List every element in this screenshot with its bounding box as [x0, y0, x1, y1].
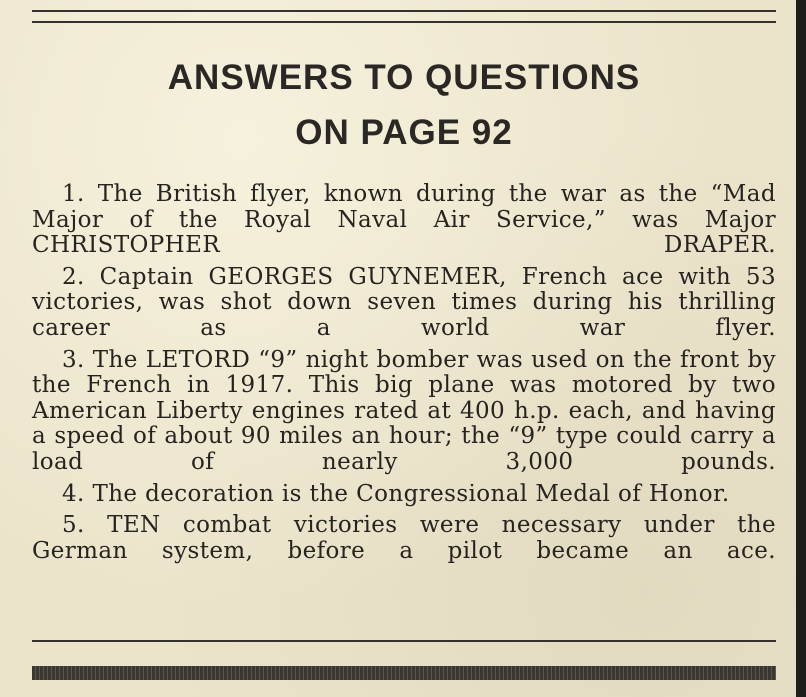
answer-4 [32, 482, 776, 508]
answer-text: Captain GEORGES GUYNEMER, French ace with 53 victories, was shot down seven times during his thrilling career as a world war flyer. [32, 263, 776, 341]
answer-number: 3. [62, 346, 85, 373]
answer-text: The LETORD “9” night bomber was used on the front by the French in 1917. This big plane was motored by two American Liberty engines rated at 400 h.p. each, and having a speed of about 90 miles an hour; the “9” type could carry a load of nearly 3,000 pounds. [32, 346, 776, 475]
answer-number: 2. [62, 263, 85, 290]
answers-list [32, 182, 776, 570]
answer-text: The decoration is the Congressional Medal of Honor. [92, 480, 730, 507]
answer-text: The British flyer, known during the war as the “Mad Major of the Royal Naval Air Service,” was Major CHRISTOPHER DRAPER. [32, 181, 776, 259]
scan-edge [796, 0, 806, 697]
top-rule-upper [32, 10, 776, 12]
answer-text: TEN combat victories were necessary under the German system, before a pilot became an ace. [32, 512, 776, 564]
answer-5 [32, 513, 776, 564]
answer-number: 4. [62, 480, 85, 507]
answer-2 [32, 265, 776, 342]
top-rule-lower [32, 21, 776, 23]
headline-line-2: ON PAGE 92 [295, 113, 513, 152]
answer-number: 5. [62, 512, 85, 539]
answer-3 [32, 348, 776, 476]
answer-1 [32, 182, 776, 259]
answer-number: 1. [62, 181, 85, 207]
headline-line-1: ANSWERS TO QUESTIONS [167, 58, 641, 97]
bottom-rule-thick [32, 666, 776, 680]
bottom-rule-thin [32, 640, 776, 642]
